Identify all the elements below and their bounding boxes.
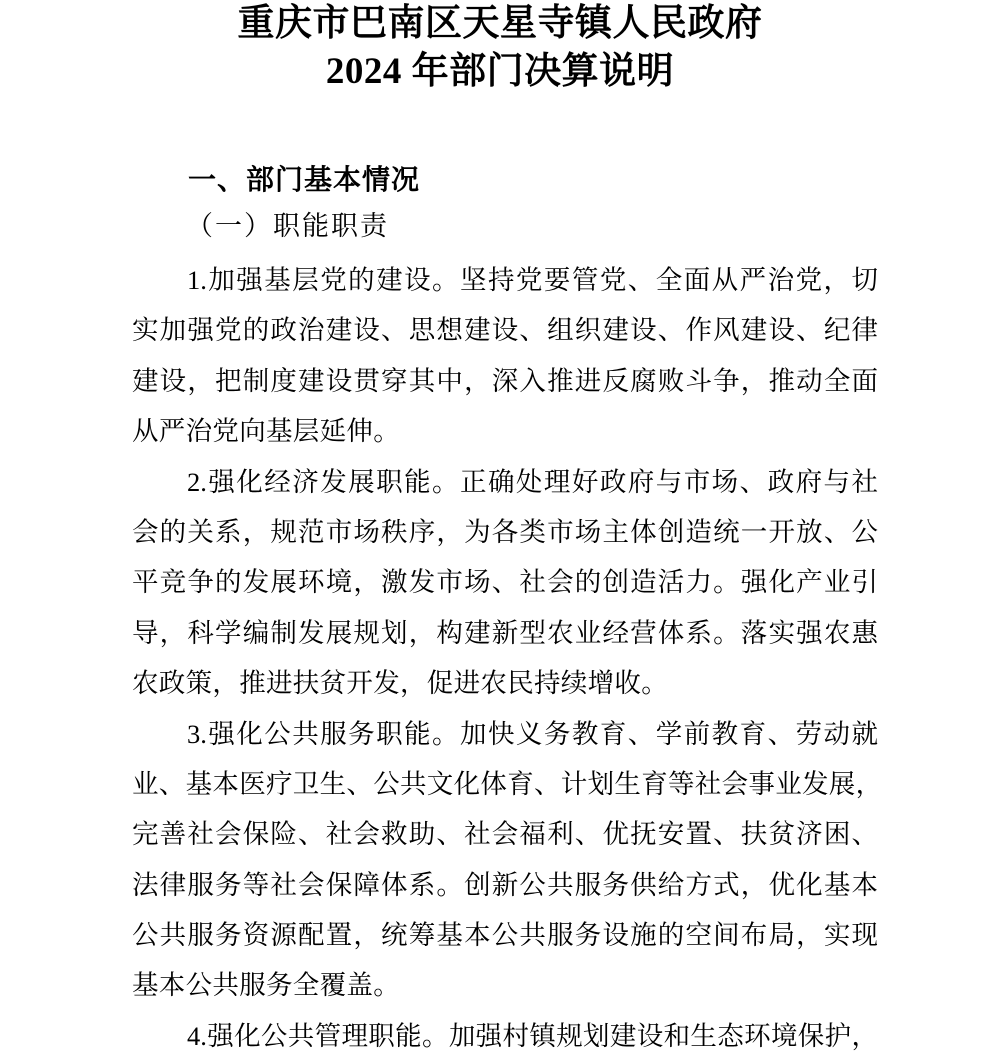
body-text-line: 会的关系，规范市场秩序，为各类市场主体创造统一开放、公 (132, 516, 878, 547)
section-heading: 一、部门基本情况 (188, 164, 421, 195)
body-text-line: 公共服务资源配置，统筹基本公共服务设施的空间布局，实现 (132, 920, 878, 951)
document-body (132, 255, 883, 1052)
body-text-line: 建设，把制度建设贯穿其中，深入推进反腐败斗争，推动全面 (132, 365, 878, 396)
body-text-line: 农政策，推进扶贫开发，促进农民持续增收。 (132, 668, 668, 699)
body-text-line: 完善社会保险、社会救助、社会福利、优抚安置、扶贫济困、 (132, 819, 878, 850)
body-text-line: 基本公共服务全覆盖。 (132, 970, 400, 1001)
body-text-line: 导，科学编制发展规划，构建新型农业经营体系。落实强农惠 (132, 617, 878, 648)
body-text-line: 3.强化公共服务职能。加快义务教育、学前教育、劳动就 (187, 718, 878, 749)
body-text-line: 业、基本医疗卫生、公共文化体育、计划生育等社会事业发展， (132, 768, 883, 799)
body-text-line: 法律服务等社会保障体系。创新公共服务供给方式，优化基本 (132, 869, 878, 900)
document-title-line1: 重庆市巴南区天星寺镇人民政府 (237, 3, 763, 44)
document-title (0, 0, 1000, 96)
body-text-line: 1.加强基层党的建设。坚持党要管党、全面从严治党，切 (187, 265, 878, 295)
body-text-line: 平竞争的发展环境，激发市场、社会的创造活力。强化产业引 (132, 567, 878, 598)
body-text-line: 4.强化公共管理职能。加强村镇规划建设和生态环境保护， (187, 1020, 878, 1051)
body-text-line: 从严治党向基层延伸。 (132, 416, 400, 447)
body-text-line: 实加强党的政治建设、思想建设、组织建设、作风建设、纪律 (132, 315, 878, 346)
body-text-line: 2.强化经济发展职能。正确处理好政府与市场、政府与社 (187, 466, 878, 497)
subsection-heading: （一）职能职责 (186, 211, 389, 241)
document-title-line2: 2024 年部门决算说明 (325, 51, 675, 92)
